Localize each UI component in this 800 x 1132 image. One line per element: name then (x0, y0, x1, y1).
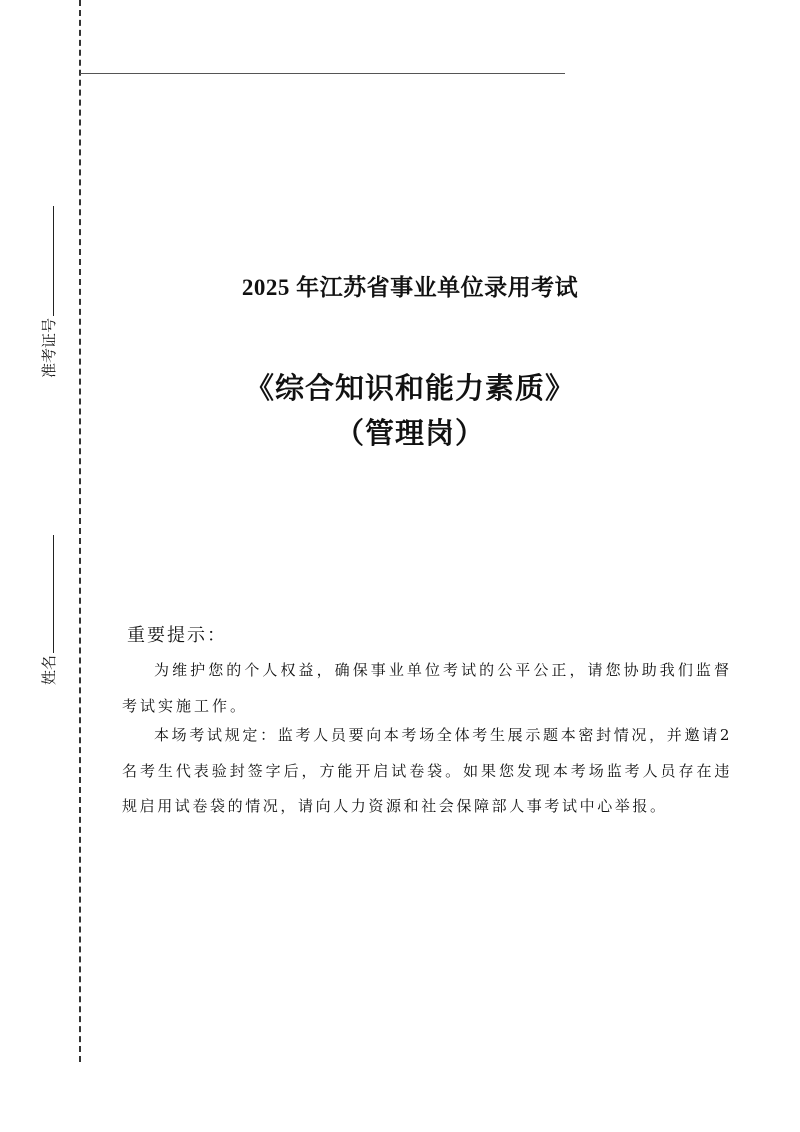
exam-title: 2025 年江苏省事业单位录用考试 (241, 275, 579, 300)
name-label: 姓名 (40, 654, 58, 685)
position-subtitle: （管理岗） (334, 416, 485, 450)
name-blank-line[interactable] (53, 535, 54, 653)
exam-id-label: 准考证号 (40, 317, 58, 378)
top-rule-line (80, 73, 565, 74)
notice-heading: 重要提示： (127, 625, 227, 646)
binding-dashed-line (79, 0, 81, 1062)
subject-title: 《综合知识和能力素质》 (244, 371, 575, 405)
notice-paragraph: 本场考试规定：监考人员要向本考场全体考生展示题本密封情况，并邀请2名考生代表验封签字后，方能开启试卷袋。如果您发现本考场监考人员存在违规启用试卷袋的情况，请向人力资源和社会保障部人事考试中心举报。 (122, 726, 732, 815)
notice-paragraph: 为维护您的个人权益，确保事业单位考试的公平公正，请您协助我们监督考试实施工作。 (122, 661, 732, 715)
